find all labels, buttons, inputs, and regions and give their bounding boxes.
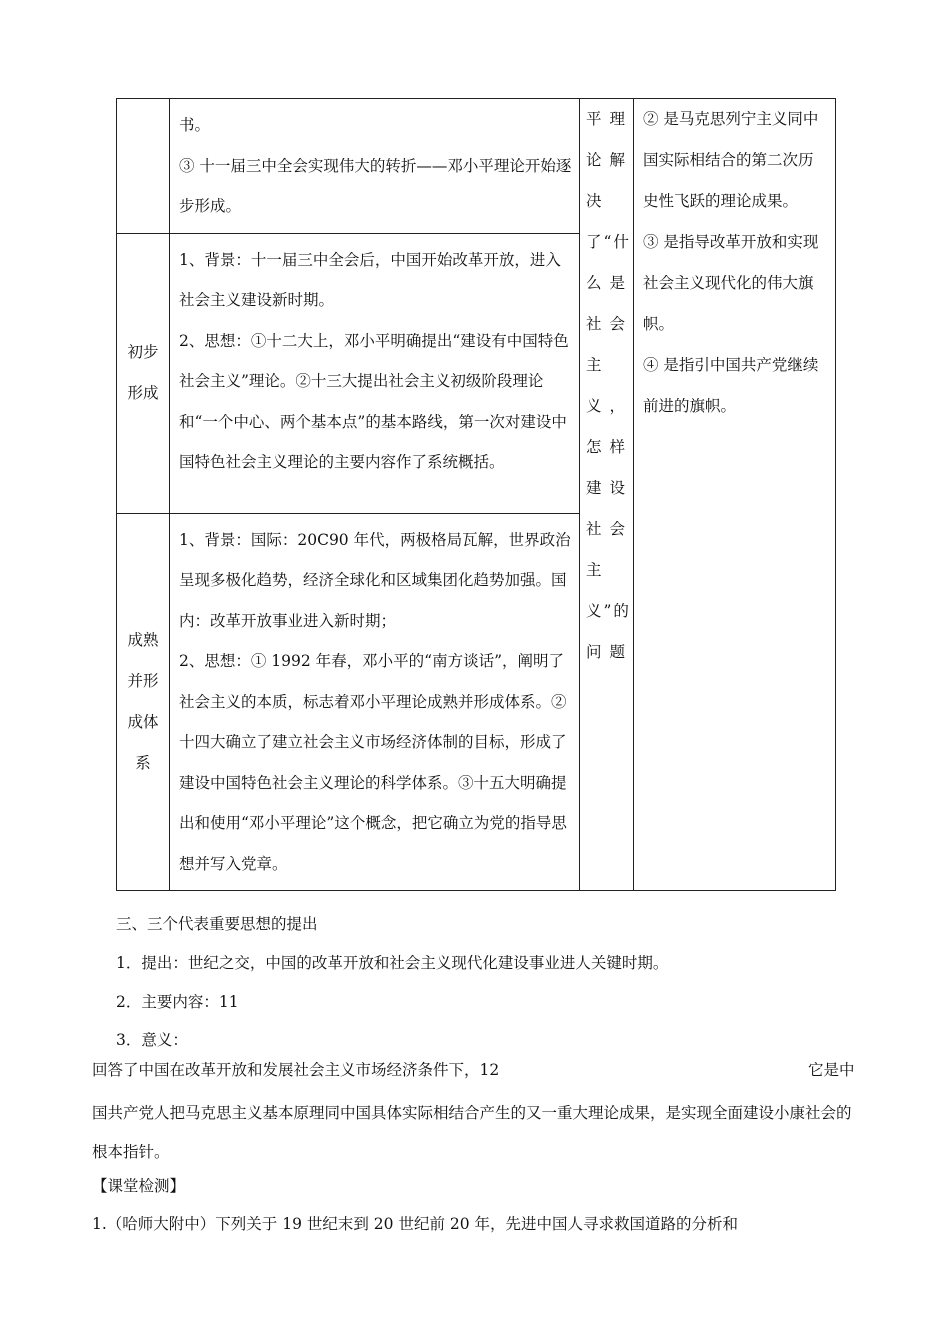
problem-cell bbox=[580, 99, 634, 891]
content-paragraph: 书。 bbox=[179, 116, 211, 134]
content-cell bbox=[170, 513, 580, 891]
content-cell bbox=[170, 99, 580, 234]
stage-label: 成熟并形成体系 bbox=[127, 630, 159, 772]
stage-cell bbox=[117, 99, 170, 234]
significance-item: ② 是马克思列宁主义同中国实际相结合的第二次历史性飞跃的理论成果。 bbox=[643, 110, 819, 210]
list-item: 2．主要内容：11 bbox=[116, 993, 239, 1011]
content-paragraph: 2、思想：① 1992 年春，邓小平的“南方谈话”，阐明了社会主义的本质，标志着邓小平理论成熟并形成体系。②十四大确立了建立社会主义市场经济体制的目标，形成了建设中国特色社会主义理论的科学体系。③十五大明确提出和使用“邓小平理论”这个概念，把它确立为党的指导思想并写入党章。 bbox=[179, 652, 567, 873]
list-item: 1．提出：世纪之交，中国的改革开放和社会主义现代化建设事业进人关键时期。 bbox=[116, 954, 669, 972]
content-paragraph: ③ 十一届三中全会实现伟大的转折——邓小平理论开始逐步形成。 bbox=[179, 156, 572, 215]
meaning-rest: 国共产党人把马克思主义基本原理同中国具体实际相结合产生的又一重大理论成果，是实现全面建设小康社会的根本指针。 bbox=[92, 1104, 852, 1161]
meaning-paragraph bbox=[92, 1094, 860, 1172]
problem-text: 平理论解决了“什么是社会主义，怎样建设社会主义”的问题 bbox=[586, 110, 631, 661]
significance-item: ③ 是指导改革开放和实现社会主义现代化的伟大旗帜。 bbox=[643, 233, 819, 333]
table-row bbox=[117, 99, 836, 234]
stage-cell bbox=[117, 233, 170, 513]
significance-cell bbox=[634, 99, 836, 891]
check-heading: 【课堂检测】 bbox=[92, 1177, 186, 1195]
content-cell bbox=[170, 233, 580, 513]
significance-item: ④ 是指引中国共产党继续前进的旗帜。 bbox=[643, 356, 819, 415]
meaning-start: 回答了中国在改革开放和发展社会主义市场经济条件下，12 bbox=[92, 1061, 500, 1079]
question-1: 1.（哈师大附中）下列关于 19 世纪末到 20 世纪前 20 年，先进中国人寻求救国道路的分析和 bbox=[92, 1215, 739, 1233]
meaning-tail: 它是中 bbox=[808, 1061, 855, 1079]
deng-theory-table bbox=[116, 98, 836, 891]
list-item: 3．意义： bbox=[116, 1031, 188, 1049]
stage-cell bbox=[117, 513, 170, 891]
content-paragraph: 2、思想：①十二大上，邓小平明确提出“建设有中国特色社会主义”理论。②十三大提出社会主义初级阶段理论和“一个中心、两个基本点”的基本路线，第一次对建设中国特色社会主义理论的主要内容作了系统概括。 bbox=[179, 331, 569, 471]
content-paragraph: 1、背景：十一届三中全会后，中国开始改革开放，进入社会主义建设新时期。 bbox=[179, 250, 561, 309]
section-heading: 三、三个代表重要思想的提出 bbox=[116, 915, 318, 933]
stage-label: 初步形成 bbox=[127, 343, 159, 402]
content-paragraph: 1、背景：国际：20C90 年代，两极格局瓦解，世界政治呈现多极化趋势，经济全球化和区域集团化趋势加强。国内：改革开放事业进入新时期； bbox=[179, 530, 571, 630]
